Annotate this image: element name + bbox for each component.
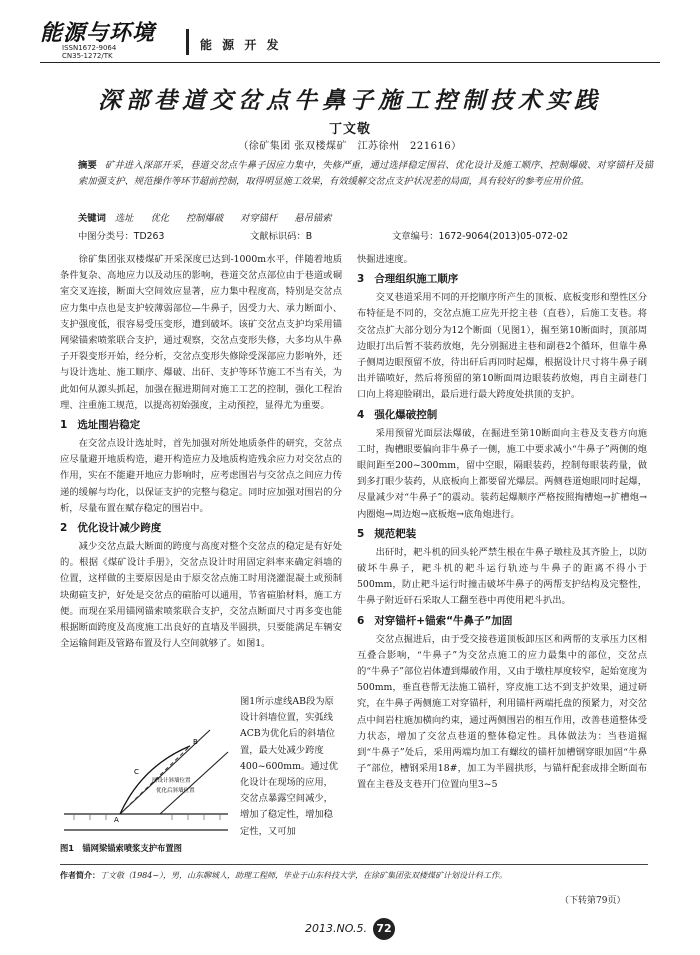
figure-note-original: 原设计斜墙位置 [152, 778, 191, 784]
continued-note: （下转第79页） [560, 896, 626, 906]
continued-text: 快掘进速度。 [357, 254, 413, 265]
section-number: 5 [357, 527, 365, 540]
section-title: 合理组织施工顺序 [374, 273, 459, 286]
section-heading [60, 519, 342, 537]
abstract-text: 矿井进入深部开采，巷道交岔点牛鼻子因应力集中，失修严重，通过选择稳定围岩、优化设计及施工顺序、控制爆破、对穿锚杆及锚索加强支护、规范操作等环节超前控制，取得明显施工效果，有效缓解交岔点支护状况差的局面，具有较好的参考应用价值。 [78, 160, 653, 187]
page-number: 72 [373, 918, 395, 940]
left-column [60, 252, 342, 652]
cn-number: CN35-1272/TK [62, 52, 113, 60]
header-rule [40, 62, 660, 63]
figure-intro-text: 图1所示虚线AB段为原设计斜墙位置，实弧线ACB为优化后的斜墙位置，最大处减少跨度400~600mm。通过优化设计在现场的应用，交岔点暴露空间减少，增加了稳定性，增加稳定性，又可加 [240, 696, 339, 837]
keywords [78, 210, 653, 224]
footnote-label: 作者简介： [60, 870, 100, 880]
section-title: 能 源 开 发 [200, 38, 282, 52]
section-paragraph: 采用预留光面层法爆破，在掘进至第10断面向主巷及支巷方向施工时，掏槽眼要偏向非牛鼻子一侧，施工中要求减小“牛鼻子”两侧的炮眼间距至200~300mm，留中空眼，隔眼装药，控制每眼装药量，做到多打眼少装药，从底板向上都要留光爆层。两侧巷道炮眼同时起爆，尽量减少对“牛鼻子”的震动。装药起爆顺序严格按照掏槽炮→扩槽炮→内圈炮→周边炮→底板炮→底角炮进行。 [357, 427, 647, 520]
section-title: 强化爆破控制 [374, 408, 438, 421]
section-paragraph: 减少交岔点最大断面的跨度与高度对整个交岔点的稳定是有好处的。根据《煤矿设计手册》，交岔点设计时用固定斜率来确定斜墙的位置，这样做的主要原因是由于原交岔点施工时用浇灌混凝土或预制块砌碹支护，好处是交岔点的碹胎可以通用，节省碹胎材料，施工方便。而现在采用锚网锚索喷浆联合支护，交岔点断面尺寸再多变也能根据断面跨度及高度施工出良好的直墙及半圆拱，只要能满足车辆安全运输间距及管路布置及行人空间就够了。如图1。 [60, 541, 342, 650]
clc-number: 中图分类号：TD263 [78, 231, 165, 242]
abstract-label: 摘要 [78, 160, 97, 171]
issn: ISSN1672-9064 [62, 44, 117, 52]
section-paragraph: 在交岔点设计选址时，首先加强对所处地质条件的研究，交岔点应尽量避开地质构造，避开构造应力及地质构造残余应力对交岔点的作用，实在不能避开地应力影响时，应考虑围岩与交岔点之间应力传递的缓解与均化，以保证支护的完整与稳定。同时应加强对围岩的分析，尽量布置在赋存稳定的围岩中。 [60, 438, 342, 514]
section-heading [357, 525, 647, 543]
section-heading [357, 270, 647, 288]
figure-label-a: A [114, 816, 119, 824]
section-title: 优化设计减少跨度 [77, 522, 162, 535]
footnote-rule [60, 864, 648, 865]
section-heading [357, 612, 647, 630]
section-heading [357, 406, 647, 424]
issue-label: 2013.NO.5. [305, 922, 367, 935]
figure-label-b: B [193, 738, 198, 746]
section-title: 对穿锚杆+锚索“牛鼻子”加固 [374, 614, 513, 627]
section-title: 选址围岩稳定 [77, 419, 141, 432]
right-column [357, 252, 647, 794]
support-layout-diagram [60, 722, 232, 842]
section-number: 4 [357, 408, 365, 421]
section-paragraph: 交岔点掘进后，由于受交接巷道顶板卸压区和两帮的支承压力区相互叠合影响，“牛鼻子”为交岔点施工的应力最集中的部位，交岔点的“牛鼻子”部位岩体遭到爆破作用，又由于墩柱厚度较窄，起始宽度为500mm，垂直巷帮无法施工锚杆，穿皮施工达不到支护效果，通过研究，在牛鼻子两侧施工对穿锚杆，利用锚杆两端托盘的预紧力，对交岔点中间岩柱施加横向约束，通过两侧围岩的相互作用，改善巷道整体受力状态，增加了交岔点巷道的整体稳定性。具体做法为：当巷道掘到“牛鼻子”处后，采用两端均加工有螺纹的锚杆加槽钢穿眼加固“牛鼻子”部位，槽钢采用18#，加工为半圆拱形，与锚杆配套成排全断面布置在主巷及支巷开门位置向里3~5 [357, 633, 647, 791]
keyword: 悬吊锚索 [294, 213, 332, 224]
keyword: 优化 [150, 213, 170, 224]
document-code: 文献标识码：B [250, 231, 313, 242]
article-title: 深部巷道交岔点牛鼻子施工控制技术实践 [98, 87, 602, 114]
section-number: 2 [60, 522, 68, 535]
keyword: 选址 [114, 213, 134, 224]
section-paragraph: 出矸时，耙斗机的回头轮严禁生根在牛鼻子墩柱及其齐脸上，以防破坏牛鼻子，耙斗机的耙斗运行轨迹与牛鼻子的距离不得小于500mm，防止耙斗运行时撞击破坏牛鼻子的两帮支护结构及完整性，牛鼻子附近矸石采取人工翻至巷中再使用耙斗扒出。 [357, 546, 647, 607]
author-footnote [60, 870, 620, 881]
section-paragraph: 交叉巷道采用不同的开挖顺序所产生的顶板、底板变形和塑性区分布特征是不同的，交岔点施工应先开挖主巷（直巷），后施工支巷。将交岔点扩大部分划分为12个断面（见图1），掘至第10断面时，顶部周边眼打出后暂不装药放炮，先分别掘进主巷和副巷2个循环，但靠牛鼻子侧周边眼预留不放，待出矸后再同时起爆，根据设计尺寸将牛鼻子刷出并锚喷好，然后将预留的第10断面周边眼装药放炮，再自主副巷门口向上将迎脸刷出，最后进行最大跨度处拱顶的支护。 [357, 292, 647, 401]
affiliation: （徐矿集团 张双楼煤矿 江苏徐州 221616） [238, 141, 462, 152]
intro-paragraph: 徐矿集团张双楼煤矿开采深度已达到-1000m水平，伴随着地质条件复杂、高地应力以及动压的影响，巷道交岔点部位由于巷道或硐室交叉连接，断面大空间效应显著，应力集中程度高，特别是交岔点应力集中点也是支护较薄弱部位—牛鼻子，因受力大、承力断面小、支护强度低，很容易受压变形，遭到破坏。该矿交岔点支护均采用锚网梁锚索喷浆联合支护，通过观察，交岔点变形失修，大多均从牛鼻子开裂变形开始，经分析，交岔点变形失修除受深部应力影响外，还与设计选址、施工顺序、爆破、出矸、支护等环节施工不当有关，为此如何从源头抓起，加强在掘进期间对施工工艺的控制，强化工程治理、注重施工规范，以提高初始强度，主动预控，显得尤为重要。 [60, 254, 342, 411]
section-number: 3 [357, 273, 365, 286]
author: 丁文敬 [328, 122, 371, 137]
keyword: 对穿锚杆 [240, 213, 278, 224]
abstract [78, 158, 653, 190]
figure-label-c: C [134, 768, 139, 776]
section-number: 6 [357, 614, 365, 627]
section-heading [60, 416, 342, 434]
article-number: 文章编号：1672-9064(2013)05-072-02 [392, 231, 569, 242]
figure-caption: 图1 锚网梁锚索喷浆支护布置图 [60, 843, 182, 853]
header-divider [186, 29, 189, 55]
page-footer [0, 918, 700, 940]
section-number: 1 [60, 419, 68, 432]
footnote-text: 丁文敬（1984~），男，山东聊城人，助理工程师，毕业于山东科技大学，在徐矿集团张双楼煤矿计划设计科工作。 [100, 871, 508, 880]
figure-wrap-text [240, 694, 342, 840]
figure-1 [60, 722, 232, 842]
journal-logo [40, 22, 185, 60]
figure-note-optimized: 优化后斜墙位置 [156, 788, 195, 794]
keywords-label: 关键词 [78, 213, 106, 224]
journal-logo-text: 能源与环境 [40, 20, 156, 46]
keyword: 控制爆破 [186, 213, 224, 224]
section-title: 规范耙装 [374, 527, 417, 540]
